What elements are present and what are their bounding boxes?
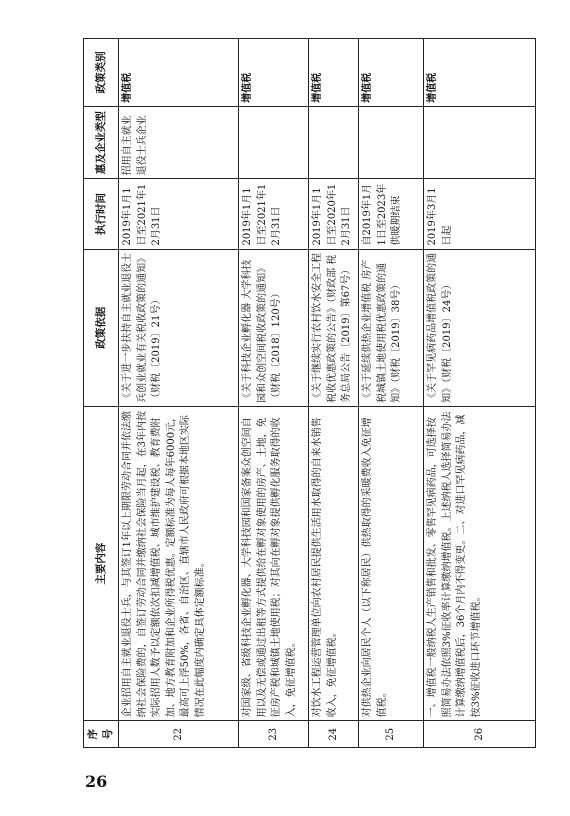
header-no: 序号	[84, 721, 119, 748]
row-time: 2019年1月1日至2020年12月31日	[309, 179, 359, 249]
row-subject	[424, 106, 536, 179]
row-type: 增值税	[424, 39, 536, 107]
table-row	[119, 39, 239, 748]
header-subject: 惠及企业类型	[84, 106, 119, 179]
header-time: 执行时间	[84, 179, 119, 249]
row-type: 增值税	[309, 39, 359, 107]
row-no: 25	[359, 721, 424, 748]
row-main: 对饮水工程运营管理单位向农村居民提供生活用水取得的自来水销售收入，免征增值税。	[309, 406, 359, 721]
row-basis: 《关于延续供热企业增值税 房产税城镇土地使用税优惠政策的通知》（财税〔2019〕38号）	[359, 249, 424, 406]
page-number: 26	[85, 772, 108, 791]
table-row	[309, 39, 359, 748]
row-time: 2019年1月1日至2021年12月31日	[119, 179, 239, 249]
policy-table-rotated	[83, 38, 530, 748]
row-no: 24	[309, 721, 359, 748]
row-type: 增值税	[359, 39, 424, 107]
header-basis: 政策依据	[84, 249, 119, 406]
row-main: 企业招用自主就业退役士兵，与其签订1年以上期限劳动合同并依法缴纳社会保险费的，自签订劳动合同并缴纳社会保险当月起，在3年内按实际招用人数予以定额依次扣减增值税、城市维护建设税、教育费附加、地方教育附加和企业所得税优惠。定额标准为每人每年6000元，最高可上浮50%，各省、自治区、直辖市人民政府可根据本地区实际情况在此幅度内确定具体定额标准。	[119, 406, 239, 721]
header-main: 主要内容	[84, 406, 119, 721]
table-header-row	[84, 39, 119, 748]
row-subject	[359, 106, 424, 179]
row-basis: 《关于进一步扶持自主就业退役士兵创业就业有关税收政策的通知》（财税〔2019〕21号）	[119, 249, 239, 406]
policy-table	[83, 38, 536, 748]
row-subject: 招用自主就业退役士兵企业	[119, 106, 239, 179]
table-row	[424, 39, 536, 748]
row-no: 26	[424, 721, 536, 748]
row-no: 22	[119, 721, 239, 748]
row-type: 增值税	[119, 39, 239, 107]
row-time: 2019年1月1日至2021年12月31日	[239, 179, 309, 249]
row-main: 一、增值税一般纳税人生产销售和批发、零售罕见病药品，可选择按照简易办法依照3%征收率计算缴纳增值税。上述纳税人选择简易办法计算缴纳增值税后，36个月内不得变更。二、对进口罕见病药品，减按3%征收进口环节增值税。	[424, 406, 536, 721]
table-row	[359, 39, 424, 748]
row-main: 对国家级、省级科技企业孵化器、大学科技园和国家备案众创空间自用以及无偿或通过出租等方式提供给在孵对象使用的房产、土地，免征房产税和城镇土地使用税；对其向在孵对象提供孵化服务取得的收入，免征增值税。	[239, 406, 309, 721]
row-basis: 《关于继续实行农村饮水安全工程税收优惠政策的公告》（财政部 税务总局公告〔2019〕第67号）	[309, 249, 359, 406]
row-time: 2019年3月1日起	[424, 179, 536, 249]
header-type: 政策类别	[84, 39, 119, 107]
row-main: 对供热企业向居民个人（以下称居民）供热取得的采暖费收入免征增值税。	[359, 406, 424, 721]
row-basis: 《关于科技企业孵化器 大学科技园和众创空间税收政策的通知》（财税〔2018〕120号）	[239, 249, 309, 406]
row-time: 自2019年1月1日至2023年供暖期结束	[359, 179, 424, 249]
row-subject	[309, 106, 359, 179]
row-basis: 《关于罕见病药品增值税政策的通知》（财税〔2019〕24号）	[424, 249, 536, 406]
row-no: 23	[239, 721, 309, 748]
table-row	[239, 39, 309, 748]
row-subject	[239, 106, 309, 179]
row-type: 增值税	[239, 39, 309, 107]
